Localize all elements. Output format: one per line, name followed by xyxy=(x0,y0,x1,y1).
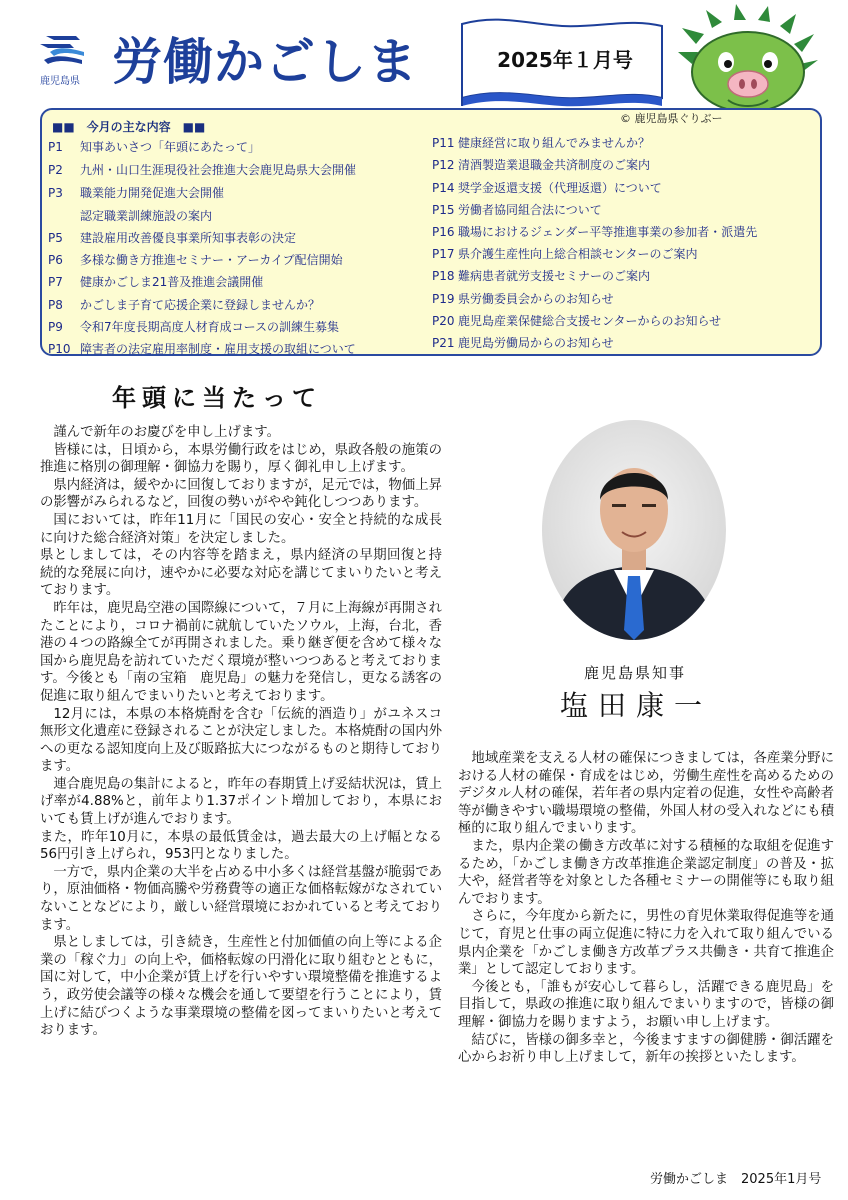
toc-item[interactable] xyxy=(432,156,650,173)
paragraph: 謹んで新年のお慶びを申し上げます。 xyxy=(53,425,280,440)
toc-text: 鹿児島産業保健総合支援センターからのお知らせ xyxy=(458,314,722,328)
paragraph: 今後とも，「誰もが安心して暮らし，活躍できる鹿児島」を目指して，県政の推進に取り組んでまいりますので，皆様の御理解・御協力を賜りますよう，お願い申し上げます。 xyxy=(458,979,834,1030)
paragraph: また，昨年10月に，本県の最低賃金は，過去最大の上げ幅となる56円引き上げられ，953円となりました。 xyxy=(40,829,442,863)
paragraph: 県内経済は，緩やかに回復しておりますが，足元では，物価上昇の影響がみられるなど，回復の勢いがやや鈍化しつつあります。 xyxy=(40,477,442,511)
toc-page: P7 xyxy=(48,275,63,289)
toc-text: 令和7年度長期高度人材育成コースの訓練生募集 xyxy=(80,320,340,334)
toc-page: P15 xyxy=(432,203,455,217)
paragraph: 昨年は，鹿児島空港の国際線について，７月に上海線が再開されたことにより，コロナ禍前に就航していたソウル，上海，台北，香港の４つの路線全てが再開されました。乗り継ぎ便を含めて様々な国から鹿児島を訪れていただく環境が整いつつあると考えております。今後とも「南の宝箱 鹿児島」の魅力を発信し，更なる誘客の促進に取り組んでまいりたいと考えております。 xyxy=(40,600,442,704)
toc-item[interactable] xyxy=(432,267,650,284)
contents-heading: ■■ 今月の主な内容 ■■ xyxy=(52,120,206,134)
toc-text: 県介護生産性向上総合相談センターのご案内 xyxy=(458,247,698,261)
toc-item[interactable] xyxy=(432,245,698,262)
toc-item[interactable] xyxy=(48,251,343,268)
paragraph: さらに，今年度から新たに，男性の育児休業取得促進等を通じて，育児と仕事の両立促進に特に力を入れて取り組んでいる県内企業を「かごしま働き方改革プラス共働き・共育て推進企業」として認定しております。 xyxy=(458,909,834,978)
governor-title: 鹿児島県知事 xyxy=(583,664,686,682)
paragraph: 皆様には，日頃から，本県労働行政をはじめ，県政各般の施策の推進に格別の御理解・御協力を賜り，厚く御礼申し上げます。 xyxy=(40,442,442,476)
toc-item[interactable] xyxy=(48,184,224,201)
toc-page: P20 xyxy=(432,314,455,328)
toc-page: P14 xyxy=(432,181,455,195)
toc-item[interactable] xyxy=(432,223,757,240)
toc-item[interactable] xyxy=(432,201,602,218)
toc-item[interactable] xyxy=(432,334,614,351)
toc-item[interactable] xyxy=(432,290,614,307)
toc-item[interactable] xyxy=(432,312,721,329)
paragraph: また，県内企業の働き方改革に対する積極的な取組を促進するため，「かごしま働き方改革推進企業認定制度」の普及・拡大や，経営者等を対象とした各種セミナーの開催等にも取り組んでおります。 xyxy=(458,838,834,907)
toc-page: P1 xyxy=(48,140,63,154)
toc-page: P3 xyxy=(48,186,63,200)
toc-page: P8 xyxy=(48,298,63,312)
governor-name: 塩田康一 xyxy=(559,689,712,722)
toc-text: 清酒製造業退職金共済制度のご案内 xyxy=(458,158,651,172)
toc-page: P2 xyxy=(48,163,63,177)
toc-text: かごしま子育て応援企業に登録しませんか？ xyxy=(80,298,321,312)
toc-text: 健康かごしま21普及推進会議開催 xyxy=(80,275,264,289)
issue-date: 2025年１月号 xyxy=(497,48,633,72)
toc-page: P12 xyxy=(432,158,455,172)
paragraph: 地域産業を支える人材の確保につきましては，各産業分野における人材の確保・育成をはじめ，労働生産性を高めるためのデジタル人材の確保，若年者の県内定着の促進，女性や高齢者等が働きやすい職場環境の整備，外国人材の受入れなどにも積極的に取り組んでまいります。 xyxy=(458,751,834,837)
toc-page: P6 xyxy=(48,253,63,267)
toc-item[interactable] xyxy=(432,179,662,196)
toc-text: 県労働委員会からのお知らせ xyxy=(458,292,614,306)
toc-item[interactable] xyxy=(48,340,356,357)
logo-text: 鹿児島県 xyxy=(40,76,80,87)
toc-item[interactable] xyxy=(432,134,650,151)
copyright-notice: © 鹿児島県ぐりぶー xyxy=(620,112,723,125)
paragraph: 県としましては，引き続き，生産性と付加価値の向上等による企業の「稼ぐ力」の向上や，価格転嫁の円滑化に取り組むとともに，国に対して，中小企業が賃上げを行いやすい環境整備を推進するよう，政労使会議等の様々な機会を通して要望を行うことにより，賃上げに結びつくような事業環境の整備を図ってまいりたいと考えております。 xyxy=(40,935,442,1039)
article-title: 年頭に当たって xyxy=(112,383,322,412)
toc-text: 建設雇用改善優良事業所知事表彰の決定 xyxy=(80,231,297,245)
paragraph: 連合鹿児島の集計によると，昨年の春期賃上げ妥結状況は，賃上げ率が4.88%と，前年より1.37ポイント増加しており，本県においても賃上げが進んでおります。 xyxy=(40,776,442,828)
toc-item[interactable] xyxy=(48,207,212,224)
paragraph: 結びに，皆様の御多幸と，今後ますますの御健勝・御活躍を心からお祈り申し上げまして，新年の挨拶といたします。 xyxy=(458,1032,834,1066)
guribu-mascot-icon xyxy=(672,4,822,116)
article-body-right xyxy=(458,750,834,1067)
footer-issue: 労働かごしま 2025年1月号 xyxy=(650,1172,822,1187)
paragraph: 12月には，本県の本格焼酎を含む「伝統的酒造り」がユネスコ無形文化遺産に登録されることが決定しました。本格焼酎の国内外への更なる認知度向上及び販路拡大につながるものと期待しております。 xyxy=(40,706,442,775)
paragraph: 国においては，昨年11月に「国民の安心・安全と持続的な成長に向けた総合経済対策」を決定しました。 xyxy=(40,512,442,546)
toc-text: 職業能力開発促進大会開催 xyxy=(80,186,225,200)
toc-text: 健康経営に取り組んでみませんか？ xyxy=(458,136,651,150)
toc-text: 労働者協同組合法について xyxy=(458,203,602,217)
toc-page: P21 xyxy=(432,336,455,350)
kagoshima-prefecture-logo-icon xyxy=(36,30,88,70)
article-body-left xyxy=(40,424,442,1040)
toc-page: P11 xyxy=(432,136,455,150)
toc-text: 職場におけるジェンダー平等推進事業の参加者・派遣先 xyxy=(458,225,758,239)
toc-page: P16 xyxy=(432,225,455,239)
toc-page: P19 xyxy=(432,292,455,306)
toc-item[interactable] xyxy=(48,138,260,155)
governor-portrait xyxy=(542,420,726,640)
paragraph: 一方で，県内企業の大半を占める中小多くは経営基盤が脆弱であり，原油価格・物価高騰や労務費等の適正な価格転嫁がなされていないことなどにより，厳しい経営環境におかれていると考えております。 xyxy=(40,864,442,933)
toc-text: 障害者の法定雇用率制度・雇用支援の取組について xyxy=(80,342,356,356)
toc-text: 奨学金返還支援（代理返還）について xyxy=(458,181,662,195)
masthead-title: 労働かごしま xyxy=(112,33,418,91)
toc-page: P10 xyxy=(48,342,71,356)
toc-text: 知事あいさつ「年頭にあたって」 xyxy=(80,140,261,154)
toc-text: 鹿児島労働局からのお知らせ xyxy=(458,336,614,350)
toc-page: P17 xyxy=(432,247,455,261)
toc-page: P5 xyxy=(48,231,63,245)
toc-text: 認定職業訓練施設の案内 xyxy=(80,209,213,223)
toc-text: 九州・山口生涯現役社会推進大会鹿児島県大会開催 xyxy=(80,163,357,177)
toc-item[interactable] xyxy=(48,161,356,178)
toc-page: P18 xyxy=(432,269,455,283)
toc-item[interactable] xyxy=(48,296,320,313)
toc-item[interactable] xyxy=(48,273,263,290)
toc-item[interactable] xyxy=(48,318,339,335)
toc-text: 多様な働き方推進セミナー・アーカイブ配信開始 xyxy=(80,253,343,267)
toc-page: P9 xyxy=(48,320,63,334)
toc-text: 難病患者就労支援セミナーのご案内 xyxy=(458,269,651,283)
toc-item[interactable] xyxy=(48,229,296,246)
paragraph: 県としましては，その内容等を踏まえ，県内経済の早期回復と持続的な発展に向け，速やかに必要な対応を講じてまいりたいと考えております。 xyxy=(40,548,442,599)
